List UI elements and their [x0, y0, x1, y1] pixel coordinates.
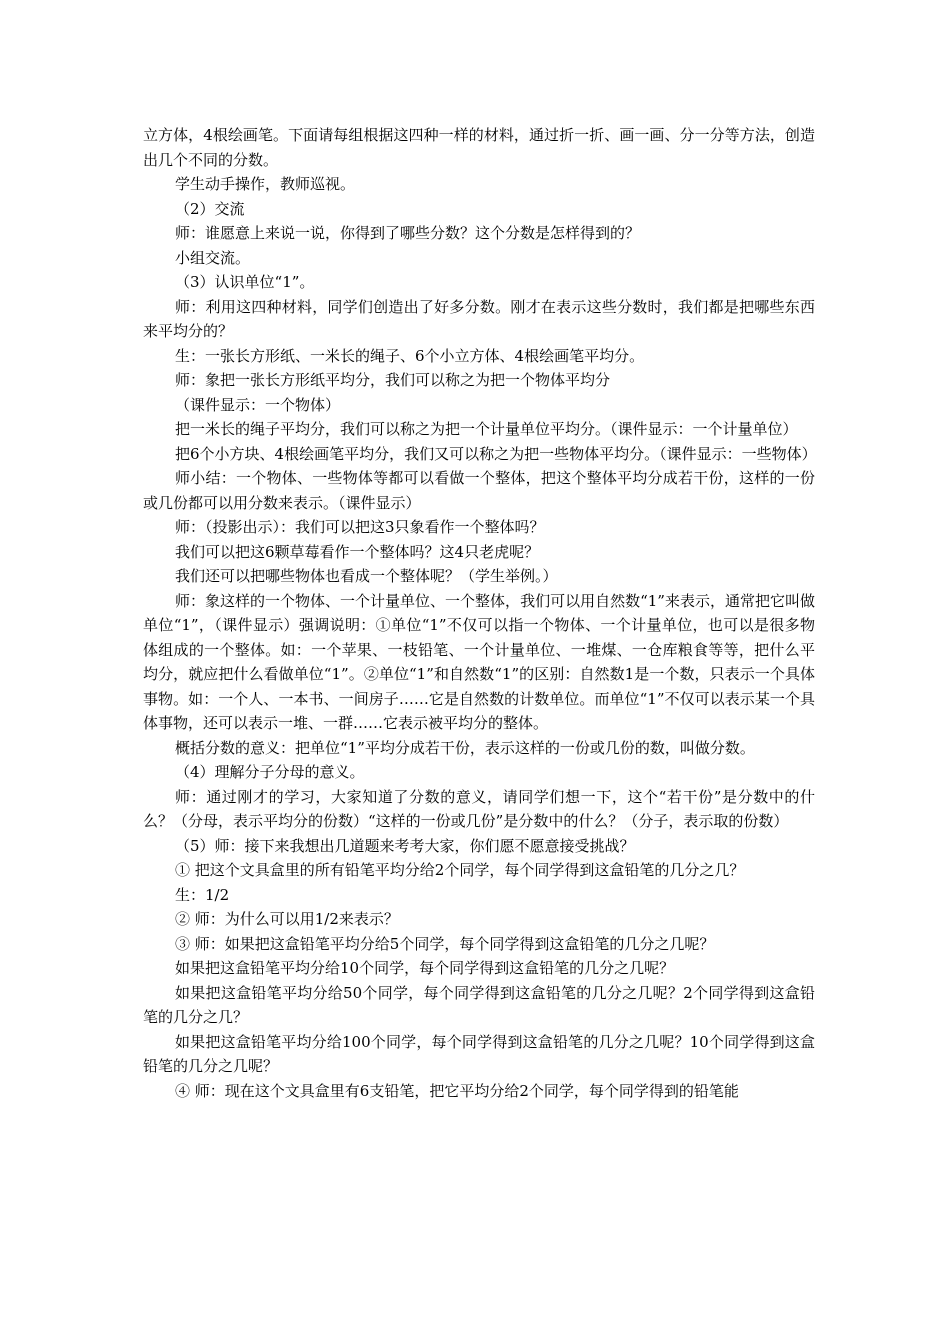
paragraph: 师：谁愿意上来说一说，你得到了哪些分数？这个分数是怎样得到的？ [175, 224, 641, 242]
paragraph: 我们还可以把哪些物体也看成一个整体呢？（学生举例。） [175, 567, 558, 585]
paragraph: 师小结：一个物体、一些物体等都可以看做一个整体，把这个整体平均分成若干份，这样的一份或几份都可以用分数来表示。（课件显示） [143, 469, 815, 512]
paragraph: 把一米长的绳子平均分，我们可以称之为把一个计量单位平均分。（课件显示：一个计量单位） [175, 420, 798, 438]
paragraph: ④ 师：现在这个文具盒里有6支铅笔，把它平均分给2个同学，每个同学得到的铅笔能 [175, 1081, 739, 1100]
paragraph: 我们可以把这6颗草莓看作一个整体吗？这4只老虎呢？ [175, 542, 540, 561]
paragraph: 师：通过刚才的学习，大家知道了分数的意义，请同学们想一下，这个“若干份”是分数中的什么？（分母，表示平均分的份数）“这样的一份或几份”是分数中的什么？（分子，表示取的份数） [143, 787, 815, 830]
paragraph: 师：利用这四种材料，同学们创造出了好多分数。刚才在表示这些分数时，我们都是把哪些东西来平均分的？ [143, 297, 815, 340]
paragraph: 生：一张长方形纸、一米长的绳子、6个小立方体、4根绘画笔平均分。 [175, 346, 645, 365]
paragraph: 如果把这盒铅笔平均分给50个同学，每个同学得到这盒铅笔的几分之几呢？2个同学得到这盒铅笔的几分之几？ [143, 983, 815, 1026]
section-heading: （4）理解分子分母的意义。 [175, 763, 365, 781]
paragraph: 师：象把一张长方形纸平均分，我们可以称之为把一个物体平均分 [175, 371, 611, 389]
paragraph: 概括分数的意义：把单位“1”平均分成若干份，表示这样的一份或几份的数，叫做分数。 [175, 738, 755, 757]
paragraph: 如果把这盒铅笔平均分给10个同学，每个同学得到这盒铅笔的几分之几呢？ [175, 959, 675, 977]
section-heading: （2）交流 [175, 199, 245, 218]
paragraph: （课件显示：一个物体） [175, 395, 341, 414]
paragraph: 把6个小方块、4根绘画笔平均分，我们又可以称之为把一些物体平均分。（课件显示：一些物体） [175, 444, 817, 463]
paragraph: ② 师：为什么可以用1/2来表示？ [175, 910, 399, 928]
paragraph: 生：1/2 [175, 885, 230, 904]
paragraph: ③ 师：如果把这盒铅笔平均分给5个同学，每个同学得到这盒铅笔的几分之几呢？ [175, 934, 715, 953]
paragraph: 学生动手操作，教师巡视。 [175, 175, 356, 193]
section-heading: （3）认识单位“1”。 [175, 273, 315, 291]
document-body [143, 123, 815, 1103]
section-heading: （5）师：接下来我想出几道题来考考大家，你们愿不愿意接受挑战？ [175, 836, 635, 855]
paragraph: 师：象这样的一个物体、一个计量单位、一个整体，我们可以用自然数“1”来表示，通常把它叫做单位“1”，（课件显示）强调说明：①单位“1”不仅可以指一个物体、一个计量单位，也可以是很多物体组成的一个整体。如：一个苹果、一枝铅笔、一个计量单位、一堆煤、一仓库粮食等等，把什么平均分，就应把什么看做单位“1”。②单位“1”和自然数“1”的区别：自然数1是一个数，只表示一个具体事物。如：一个人、一本书、一间房子……它是自然数的计数单位。而单位“1”不仅可以表示某一个具体事物，还可以表示一堆、一群……它表示被平均分的整体。 [143, 591, 815, 732]
paragraph: 小组交流。 [175, 248, 251, 267]
paragraph: 立方体，4根绘画笔。下面请每组根据这四种一样的材料，通过折一折、画一画、分一分等方法，创造出几个不同的分数。 [143, 126, 815, 169]
paragraph: 师：（投影出示）：我们可以把这3只象看作一个整体吗？ [175, 518, 545, 536]
paragraph: ① 把这个文具盒里的所有铅笔平均分给2个同学，每个同学得到这盒铅笔的几分之几？ [175, 861, 745, 879]
paragraph: 如果把这盒铅笔平均分给100个同学，每个同学得到这盒铅笔的几分之几呢？10个同学得到这盒铅笔的几分之几呢？ [143, 1032, 815, 1075]
